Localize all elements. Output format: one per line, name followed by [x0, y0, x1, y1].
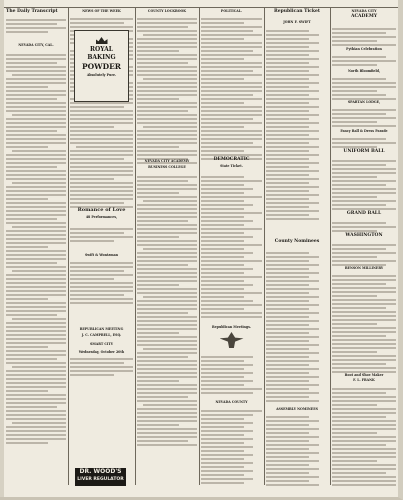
column-6-washington-text [332, 242, 396, 266]
republican-meetings-block [201, 326, 262, 329]
column-3-text [137, 16, 197, 164]
swift-ad [70, 254, 133, 324]
col3-heading: COUNTY LOCKBOOK [147, 9, 187, 13]
benson-heading: BENSON MILLINERY [344, 266, 384, 270]
spartan-heading: SPARTAN LODGE, [347, 100, 381, 104]
liver-regulator-ad [72, 468, 129, 486]
liver-line1: DR. WOOD'S [79, 468, 122, 475]
republican-meeting-ad [70, 328, 133, 408]
crown-icon [96, 37, 108, 44]
column-6-pythian-text [332, 54, 396, 66]
royal-line2: BAKING [87, 54, 116, 61]
paper-title: The Daily Transcript [6, 9, 58, 14]
pythian-heading: Pythian Celebration [346, 47, 382, 51]
royal-line3: POWDER [81, 62, 122, 71]
romance-line1: Romance of Love [77, 207, 126, 213]
column-3 [137, 8, 197, 490]
swift-text [70, 260, 133, 304]
column-6-fancy-text [332, 136, 396, 148]
democratic-sub: State Ticket. [220, 163, 243, 168]
republican-line3: SMART CITY [89, 342, 114, 347]
democratic-title: DEMOCRATIC [213, 157, 250, 162]
column-5 [266, 8, 328, 490]
eagle-icon [220, 332, 244, 348]
column-6-bloomfield-text [332, 76, 396, 100]
royal-baking-powder-ad [74, 30, 129, 102]
republican-text [70, 356, 133, 376]
column-1-text [6, 17, 66, 33]
column-4 [201, 8, 262, 490]
col6-academy: ACADEMY [350, 14, 378, 20]
column-4-text [201, 16, 262, 160]
column-rule [264, 8, 265, 485]
assembly-heading: ASSEMBLY NOMINEES [276, 407, 318, 411]
college-heading: BUSINESS COLLEGE [148, 165, 186, 170]
republican-line1: REPUBLICAN MEETING [79, 327, 124, 331]
column-1-body-text [6, 52, 66, 444]
column-4-meetings-list [201, 354, 262, 394]
column-5-assembly-list [266, 414, 328, 486]
romance-ad [70, 208, 133, 250]
column-3-lower-text [137, 174, 197, 446]
republican-line2: J. C. CAMPBELL, ESQ. [81, 333, 122, 338]
column-rule [199, 8, 200, 485]
republican-meetings-heading: Republican Meetings. [211, 325, 252, 329]
column-rule [330, 8, 331, 485]
nevada-county-heading: NEVADA COUNTY [215, 400, 248, 404]
col5-heading: Republican Ticket [274, 9, 320, 14]
boot-heading: Boot and Shoe Maker [344, 373, 384, 377]
boot-block [332, 374, 396, 382]
column-rule [135, 8, 136, 485]
north-bloomfield-heading: North Bloomfield, [347, 69, 381, 73]
column-6 [332, 8, 396, 490]
benson-block [332, 267, 396, 270]
fancy-ball-heading: Fancy Ball & Dress Parade [340, 129, 388, 133]
academy-ad [137, 160, 197, 169]
grand-ball-heading: GRAND BALL [346, 211, 382, 216]
col1-heading-block [6, 44, 66, 47]
democratic-ticket-block [201, 158, 262, 168]
north-bloomfield-block [332, 70, 396, 73]
romance-line2: 48 Performances, [85, 215, 118, 219]
column-6-benson-text [332, 273, 396, 373]
page-gutter [0, 0, 4, 500]
county-nominees-heading: County Nominees [274, 239, 320, 244]
romance-text [70, 226, 133, 242]
column-6-academy-text [332, 26, 396, 46]
uniform-ball-block [332, 150, 396, 155]
column-5-text [266, 28, 328, 220]
col5-candidate: JOHN F. SWIFT [283, 19, 311, 24]
column-4-county-list [201, 408, 262, 484]
washington-heading: WASHINGTON [345, 233, 383, 238]
col4-heading: POLITICAL. [220, 9, 243, 13]
swift-title: Swift & Wontzman [85, 253, 118, 257]
column-5-nominees-list [266, 250, 328, 402]
column-4-ticket-list [201, 174, 262, 318]
column-6-boot-text [332, 386, 396, 486]
republican-line4: Wednesday, October 20th [78, 349, 125, 354]
royal-line4: Absolutely Pure. [86, 72, 117, 77]
liver-line2: LIVER REGULATOR [77, 477, 124, 482]
column-1 [6, 8, 66, 490]
column-6-uniform-text [332, 158, 396, 210]
paper-title-block [6, 10, 66, 15]
washington-block [332, 234, 396, 239]
mckean-heading: F. L. FRANK [353, 378, 375, 383]
assembly-nominees-block [266, 408, 328, 411]
royal-line1: ROYAL [90, 46, 113, 53]
fancy-ball-block [332, 130, 396, 133]
column-2 [70, 8, 133, 490]
nevada-county-block [201, 401, 262, 404]
col6-heading: NEVADA CITY [351, 9, 377, 13]
spartan-block [332, 101, 396, 104]
pythian-block [332, 48, 396, 51]
grand-ball-block [332, 212, 396, 217]
liver-ad-banner [75, 468, 126, 486]
column-6-grand-text [332, 220, 396, 232]
column-rule [68, 8, 69, 485]
county-nominees-block [266, 240, 328, 245]
col2-heading: NEWS OF THE WEEK [82, 9, 121, 13]
column-6-spartan-text [332, 107, 396, 127]
uniform-ball-heading: UNIFORM BALL [343, 149, 385, 154]
col1-heading: NEVADA CITY, CAL. [18, 43, 54, 47]
academy-heading: NEVADA CITY ACADEMY [144, 159, 190, 163]
